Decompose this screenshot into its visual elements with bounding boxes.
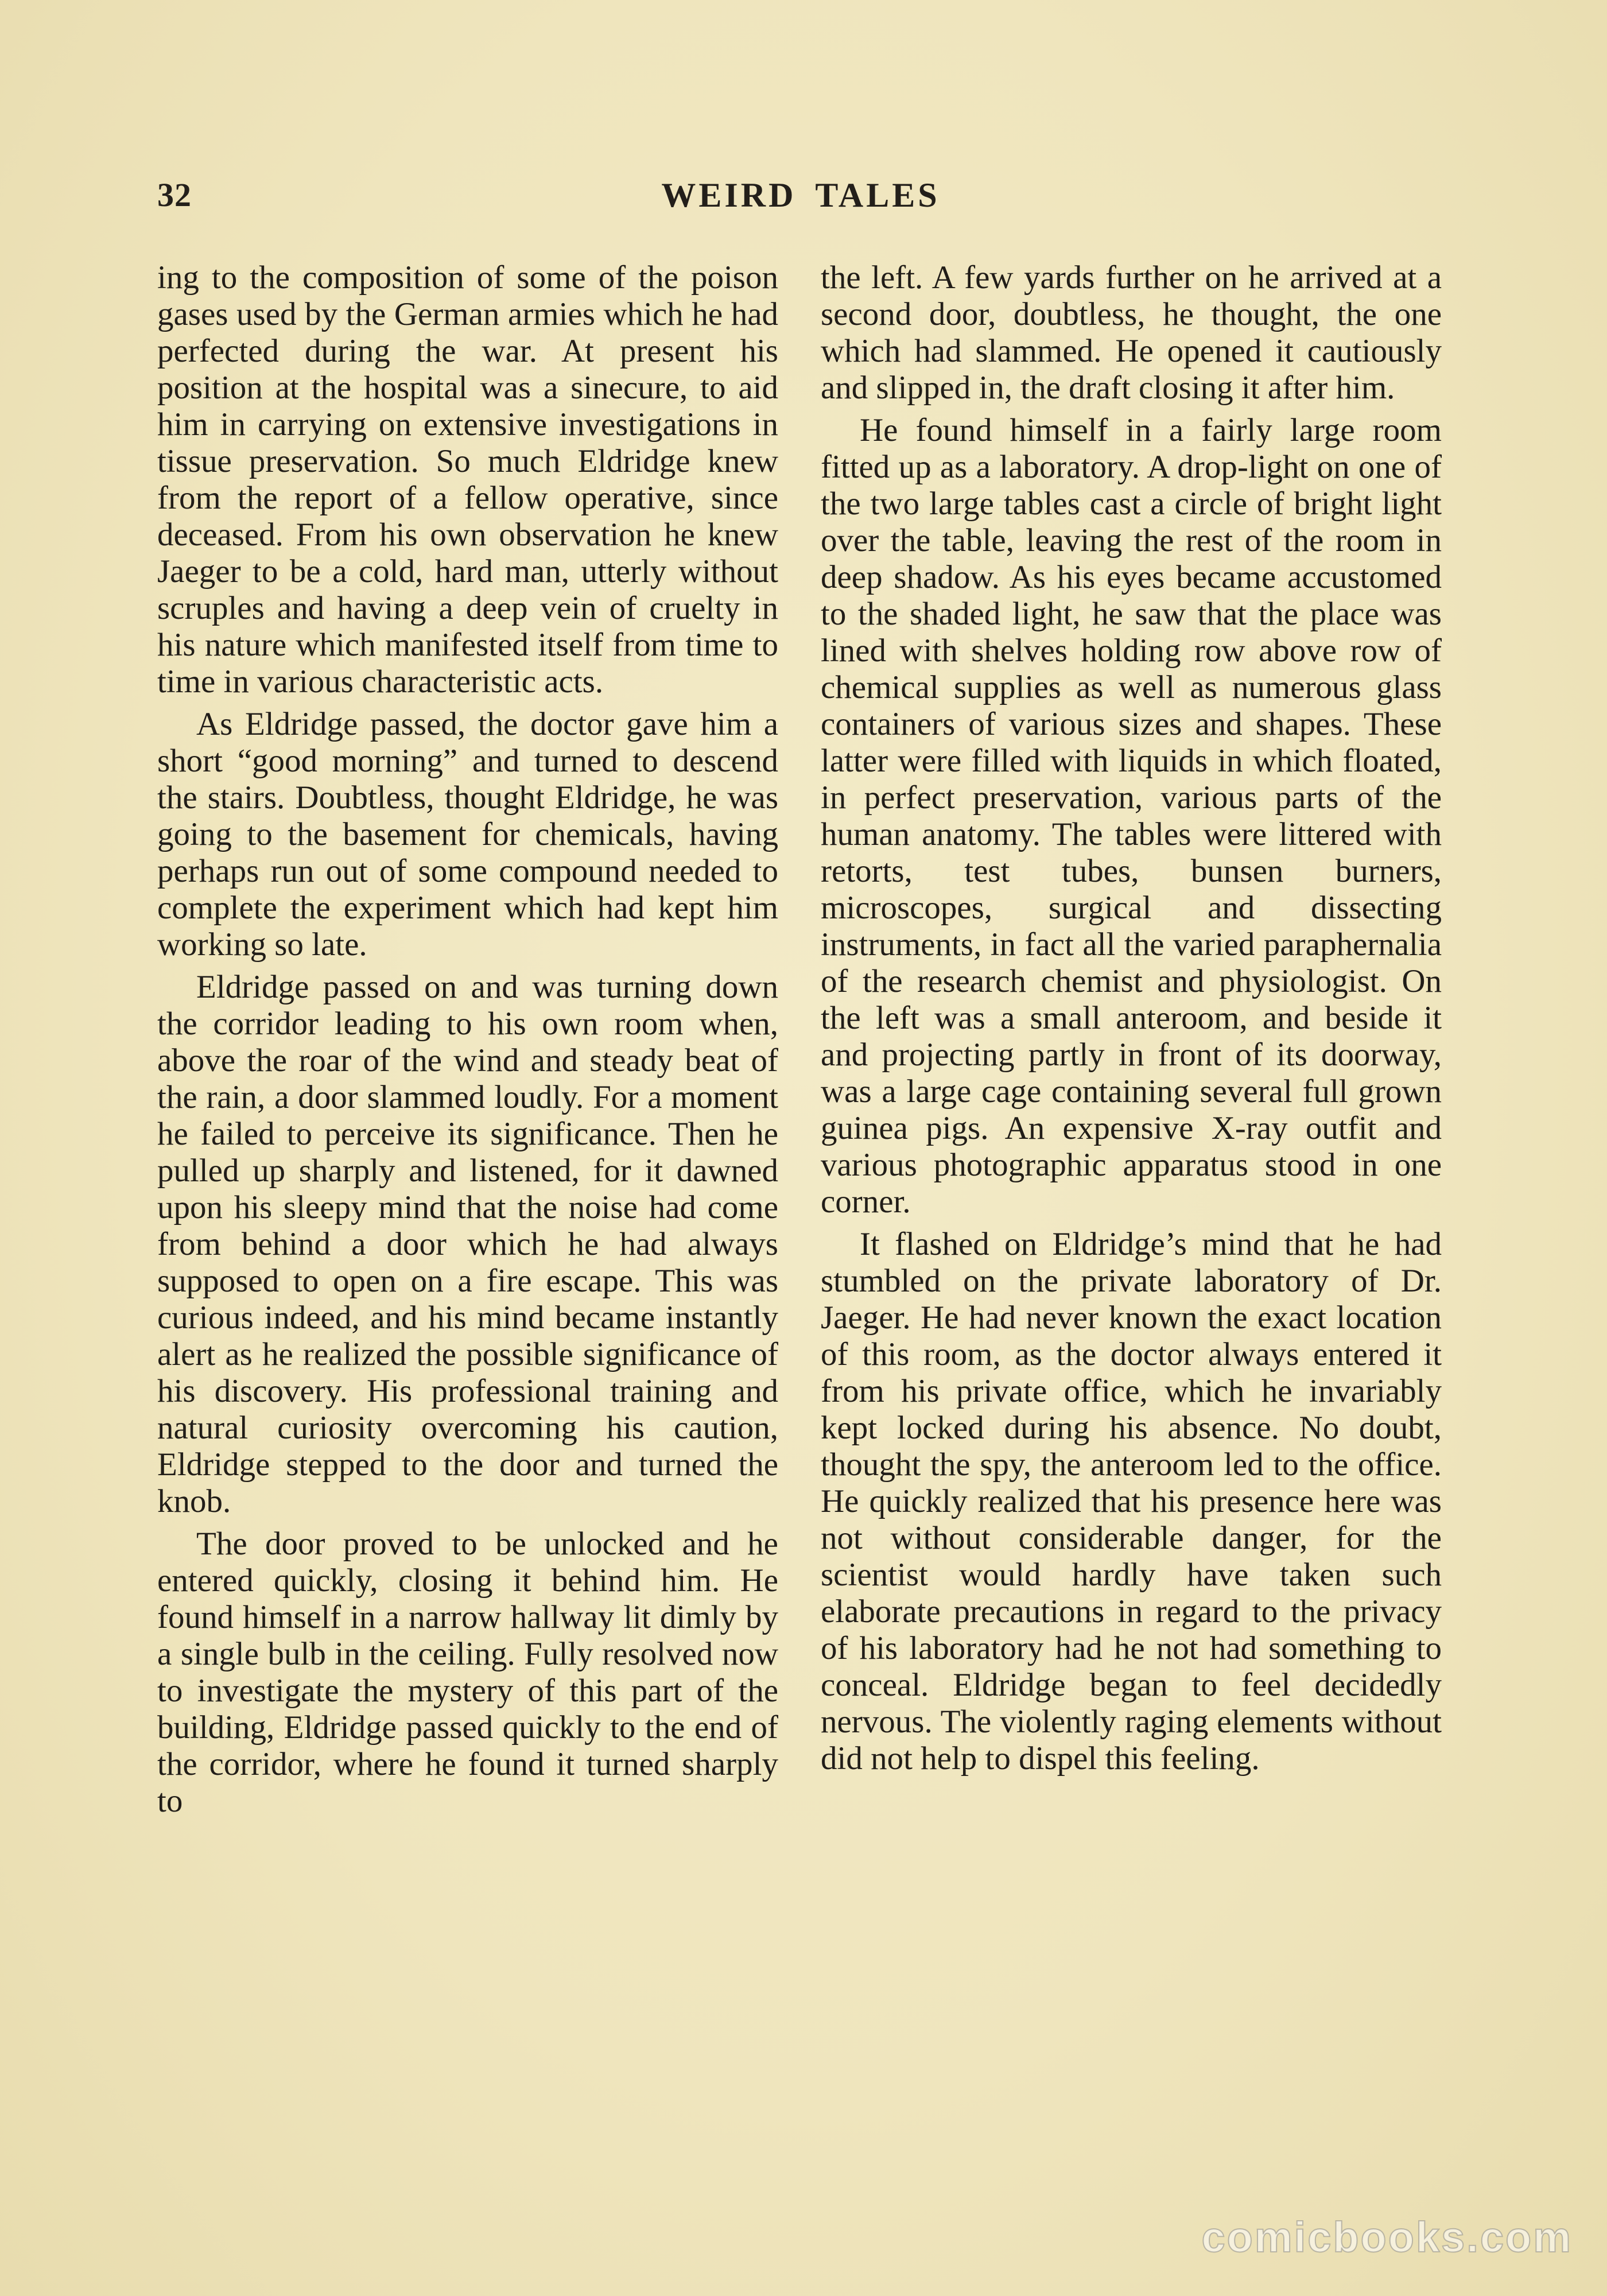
page-number: 32 (157, 176, 192, 214)
left-column (157, 259, 778, 1825)
paragraph: Eldridge passed on and was turning down the corridor leading to his own room when, above the roar of the wind and steady beat of the rain, a door slammed loudly. For a moment he failed to perceive its significance. Then he pulled up sharply and listened, for it dawned upon his sleepy mind that the noise had come from behind a door which he had always supposed to open on a fire escape. This was curious indeed, and his mind became instantly alert as he realized the possible significance of his discovery. His professional training and natural curiosity overcoming his caution, Eldridge stepped to the door and turned the knob. (157, 969, 778, 1519)
paragraph: It flashed on Eldridge’s mind that he had stumbled on the private laboratory of Dr. Jaeger. He had never known the exact location of this room, as the doctor always entered it from his private office, which he invariably kept locked during his absence. No doubt, thought the spy, the anteroom led to the office. He quickly realized that his presence here was not without considerable danger, for the scientist would hardly have taken such elaborate precautions in regard to the privacy of his laboratory had he not had something to conceal. Eldridge began to feel decidedly nervous. The violently raging elements without did not help to dispel this feeling. (821, 1226, 1442, 1777)
paragraph: As Eldridge passed, the doctor gave him a short “good morning” and turned to descend the stairs. Doubtless, thought Eldridge, he was going to the basement for chemicals, having perhaps run out of some compound needed to complete the experiment which had kept him working so late. (157, 706, 778, 963)
paragraph: The door proved to be unlocked and he entered quickly, closing it behind him. He found himself in a narrow hallway lit dimly by a single bulb in the ceiling. Fully resolved now to investigate the mystery of this part of the building, Eldridge passed quickly to the end of the corridor, where he found it turned sharply to (157, 1526, 778, 1819)
watermark: comicbooks.com (1201, 2213, 1573, 2261)
running-head (155, 176, 1446, 222)
paragraph-continued: the left. A few yards further on he arrived at a second door, doubtless, he thought, the one which had slammed. He opened it cautiously and slipped in, the draft closing it after him. (821, 259, 1442, 406)
paragraph: He found himself in a fairly large room fitted up as a laboratory. A drop-light on one of the two large tables cast a circle of bright light over the table, leaving the rest of the room in deep shadow. As his eyes became accustomed to the shaded light, he saw that the place was lined with shelves holding row above row of chemical supplies as well as numerous glass containers of various sizes and shapes. These latter were filled with liquids in which floated, in perfect preservation, various parts of the human anatomy. The tables were littered with retorts, test tubes, bunsen burners, microscopes, surgical and dissecting instruments, in fact all the varied paraphernalia of the research chemist and physiologist. On the left was a small anteroom, and beside it and projecting partly in front of its doorway, was a large cage containing several full grown guinea pigs. An expensive X-ray outfit and various photographic apparatus stood in one corner. (821, 412, 1442, 1220)
magazine-title: WEIRD TALES (661, 176, 940, 214)
right-column (821, 259, 1442, 1783)
paragraph-continued: ing to the composition of some of the poison gases used by the German armies which he had perfected during the war. At present his position at the hospital was a sinecure, to aid him in carrying on extensive investigations in tissue preservation. So much Eldridge knew from the report of a fellow operative, since deceased. From his own observation he knew Jaeger to be a cold, hard man, utterly without scruples and having a deep vein of cruelty in his nature which manifested itself from time to time in various characteristic acts. (157, 259, 778, 700)
